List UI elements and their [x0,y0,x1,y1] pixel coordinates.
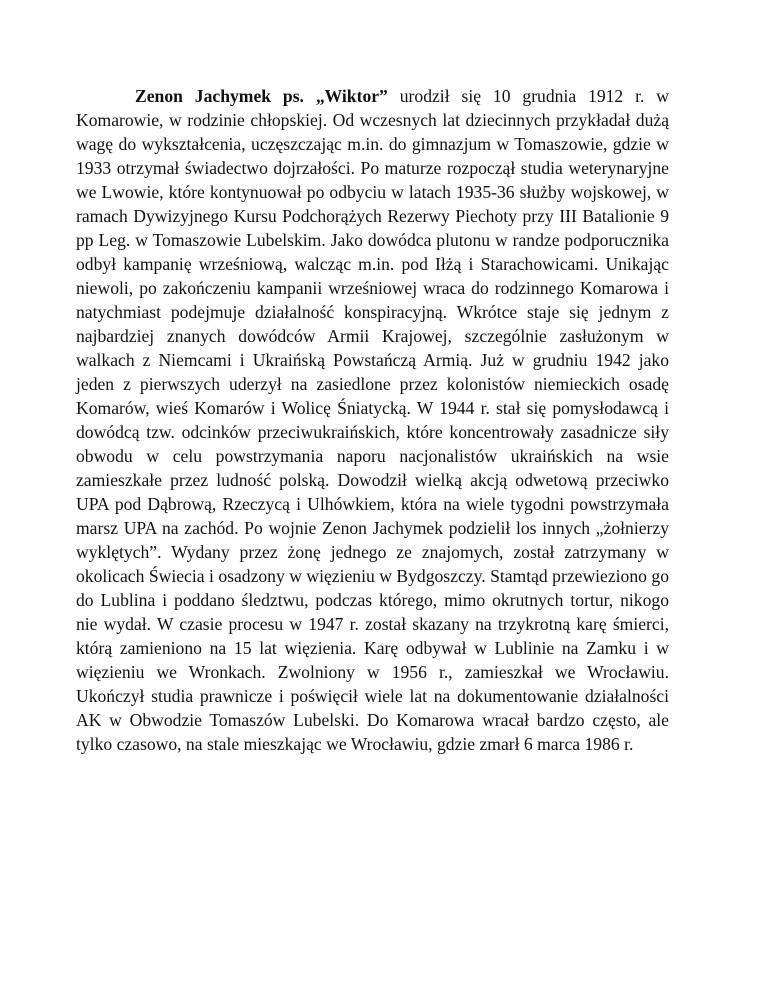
biography-paragraph [76,84,669,756]
biography-body-text: urodził się 10 grudnia 1912 r. w Komarowie, w rodzinie chłopskiej. Od wczesnych lat dziecinnych przykładał dużą wagę do wykształcenia, uczęszczając m.in. do gimnazjum w Tomaszowie, gdzie w 1933 otrzymał świadectwo dojrzałości. Po maturze rozpoczął studia weterynaryjne we Lwowie, które kontynuował po odbyciu w latach 1935-36 służby wojskowej, w ramach Dywizyjnego Kursu Podchorążych Rezerwy Piechoty przy III Batalionie 9 pp Leg. w Tomaszowie Lubelskim. Jako dowódca plutonu w randze podporucznika odbył kampanię wrześniową, walcząc m.in. pod Iłżą i Starachowicami. Unikając niewoli, po zakończeniu kampanii wrześniowej wraca do rodzinnego Komarowa i natychmiast podejmuje działalność konspiracyjną. Wkrótce staje się jednym z najbardziej znanych dowódców Armii Krajowej, szczególnie zasłużonym w walkach z Niemcami i Ukraińską Powstańczą Armią. Już w grudniu 1942 jako jeden z pierwszych uderzył na zasiedlone przez kolonistów niemieckich osadę Komarów, wieś Komarów i Wolicę Śniatycką. W 1944 r. stał się pomysłodawcą i dowódcą tzw. odcinków przeciwukraińskich, które koncentrowały zasadnicze siły obwodu w celu powstrzymania naporu nacjonalistów ukraińskich na wsie zamieszkałe przez ludność polską. Dowodził wielką akcją odwetową przeciwko UPA pod Dąbrową, Rzeczycą i Ulhówkiem, która na wiele tygodni powstrzymała marsz UPA na zachód. Po wojnie Zenon Jachymek podzielił los innych „żołnierzy wyklętych”. Wydany przez żonę jednego ze znajomych, został zatrzymany w okolicach Świecia i osadzony w więzieniu w Bydgoszczy. Stamtąd przewieziono go do Lublina i poddano śledztwu, podczas którego, mimo okrutnych tortur, nikogo nie wydał. W czasie procesu w 1947 r. został skazany na trzykrotną karę śmierci, którą zamieniono na 15 lat więzienia. Karę odbywał w Lublinie na Zamku i w więzieniu we Wronkach. Zwolniony w 1956 r., zamieszkał we Wrocławiu. Ukończył studia prawnicze i poświęcił wiele lat na dokumentowanie działalności AK w Obwodzie Tomaszów Lubelski. Do Komarowa wracał bardzo często, ale tylko czasowo, na stale mieszkając we Wrocławiu, gdzie zmarł 6 marca 1986 r. [76,86,669,754]
biography-name-heading: Zenon Jachymek ps. „Wiktor” [135,86,388,106]
